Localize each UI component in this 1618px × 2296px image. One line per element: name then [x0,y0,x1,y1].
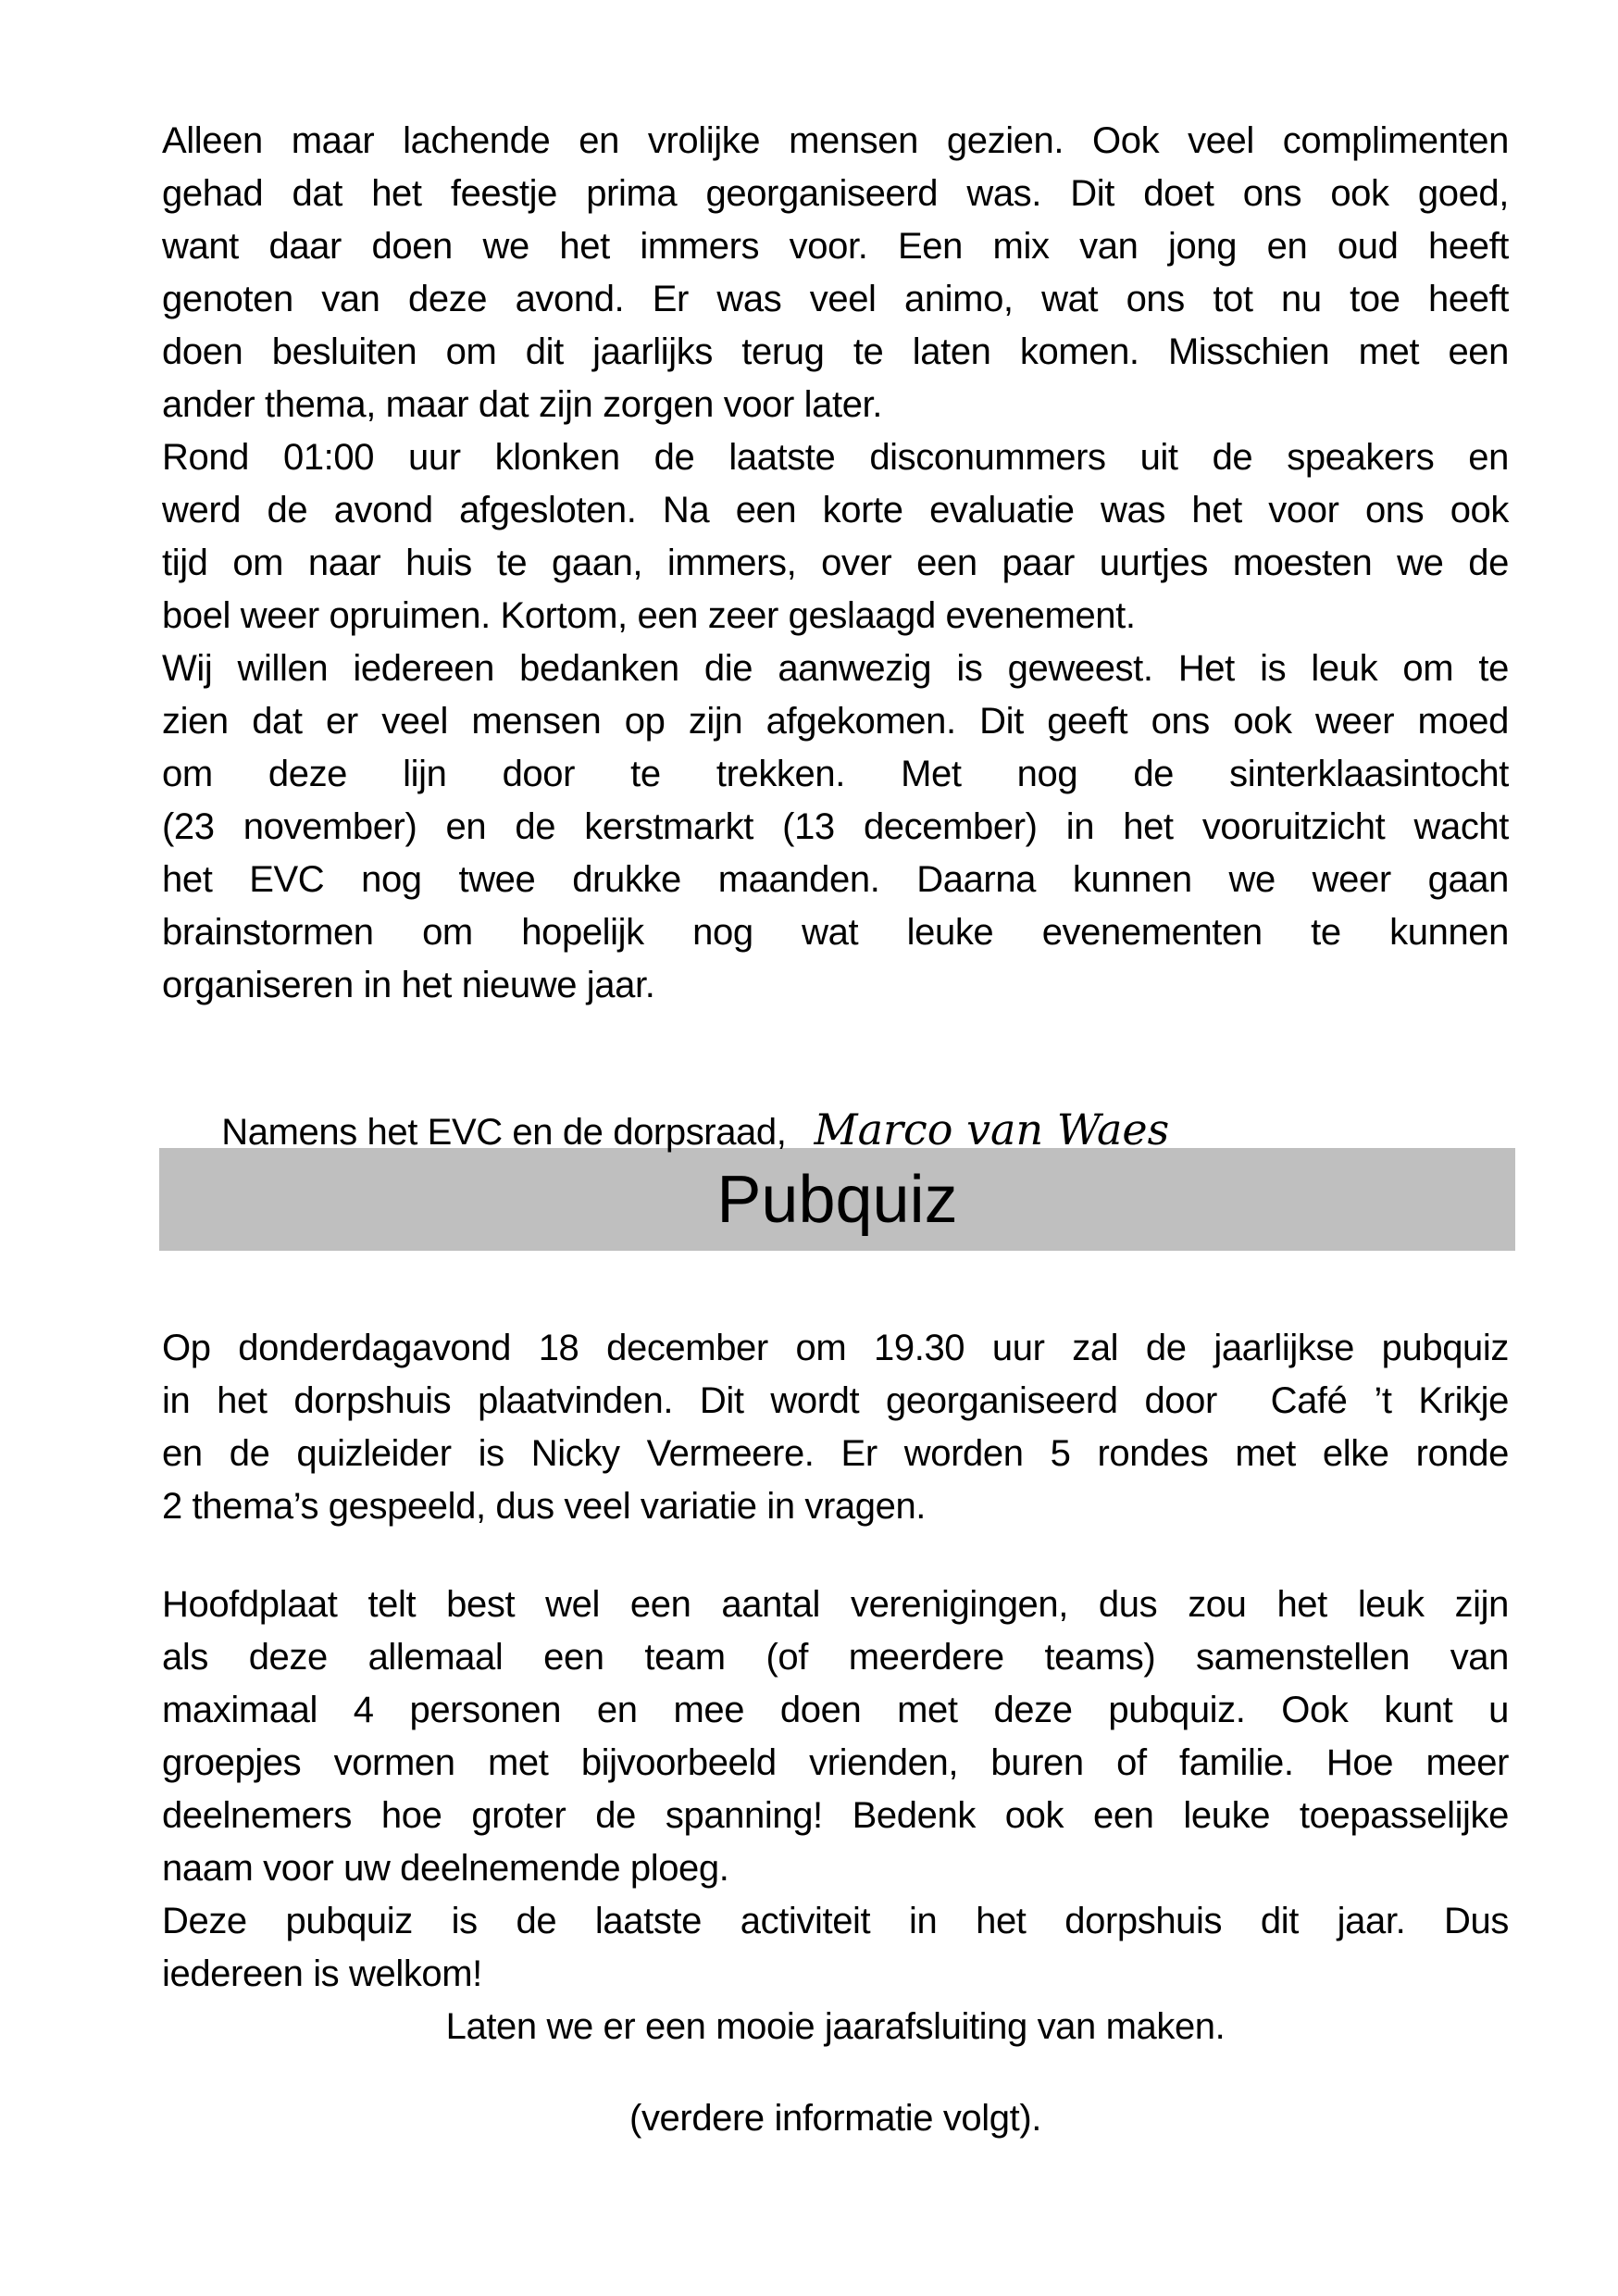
paragraph-thanks [162,643,1509,1012]
closing-line: Laten we er een mooie jaarafsluiting van maken. [445,2006,1226,2047]
spacer [162,2053,1509,2092]
text-line: als deze allemaal een team (of meerdere teams) samenstellen van [162,1637,1509,1678]
text-line: om deze lijn door te trekken. Met nog de sinterklaasintocht [162,754,1509,794]
text-line: organiseren in het nieuwe jaar. [162,965,655,1005]
text-line: deelnemers hoe groter de spanning! Bedenk ook een leuke toepasselijke [162,1795,1509,1836]
text-line: 2 thema’s gespeeld, dus veel variatie in vragen. [162,1486,927,1527]
text-line: Hoofdplaat telt best wel een aantal verenigingen, dus zou het leuk zijn [162,1584,1509,1625]
signature-name: Marco van Waes [814,1104,1170,1154]
section-title: Pubquiz [716,1162,958,1237]
text-line: tijd om naar huis te gaan, immers, over een paar uurtjes moesten we de [162,543,1509,583]
text-line: Wij willen iedereen bedanken die aanwezig is geweest. Het is leuk om te [162,648,1509,689]
text-line: gehad dat het feestje prima georganiseerd was. Dit doet ons ook goed, [162,173,1509,214]
text-line: in het dorpshuis plaatvinden. Dit wordt georganiseerd door Café ’t Krikje [162,1380,1509,1421]
text-line: groepjes vormen met bijvoorbeeld vrienden, buren of familie. Hoe meer [162,1742,1509,1783]
text-line: doen besluiten om dit jaarlijks terug te laten komen. Misschien met een [162,331,1509,372]
text-line: het EVC nog twee drukke maanden. Daarna kunnen we weer gaan [162,859,1509,900]
text-line: iedereen is welkom! [162,1953,482,1994]
paragraph-pubquiz-teams [162,1578,1509,2001]
text-line: boel weer opruimen. Kortom, een zeer geslaagd evenement. [162,595,1136,636]
text-line: Deze pubquiz is de laatste activiteit in het dorpshuis dit jaar. Dus [162,1901,1509,1941]
text-line: maximaal 4 personen en mee doen met deze pubquiz. Ook kunt u [162,1690,1509,1730]
text-line: Op donderdagavond 18 december om 19.30 uur zal de jaarlijkse pubquiz [162,1328,1509,1368]
text-line: Rond 01:00 uur klonken de laatste disconummers uit de speakers en [162,437,1509,478]
signoff-text: Namens het EVC en de dorpsraad, [221,1112,787,1153]
spacer [162,1533,1509,1578]
text-line: werd de avond afgesloten. Na een korte evaluatie was het voor ons ook [162,490,1509,530]
text-line: want daar doen we het immers voor. Een mix van jong en oud heeft [162,226,1509,267]
paragraph-pubquiz-intro [162,1322,1509,1533]
signoff-line [162,1051,1509,1154]
page-content [162,115,1509,2145]
spacer [162,1251,1509,1322]
text-line: brainstormen om hopelijk nog wat leuke evenementen te kunnen [162,912,1509,953]
text-line: Alleen maar lachende en vrolijke mensen gezien. Ook veel complimenten [162,120,1509,161]
text-line: ander thema, maar dat zijn zorgen voor later. [162,384,882,425]
paragraph-closing-night [162,431,1509,643]
text-line: zien dat er veel mensen op zijn afgekomen. Dit geeft ons ook weer moed [162,701,1509,742]
text-line: genoten van deze avond. Er was veel animo, wat ons tot nu toe heeft [162,279,1509,319]
note-line: (verdere informatie volgt). [629,2098,1041,2139]
spacer [162,1012,1509,1051]
paragraph-event-recap [162,115,1509,431]
text-line: en de quizleider is Nicky Vermeere. Er worden 5 rondes met elke ronde [162,1433,1509,1474]
text-line: (23 november) en de kerstmarkt (13 december) in het vooruitzicht wacht [162,806,1509,847]
text-line: naam voor uw deelnemende ploeg. [162,1848,729,1889]
section-banner [159,1148,1515,1251]
